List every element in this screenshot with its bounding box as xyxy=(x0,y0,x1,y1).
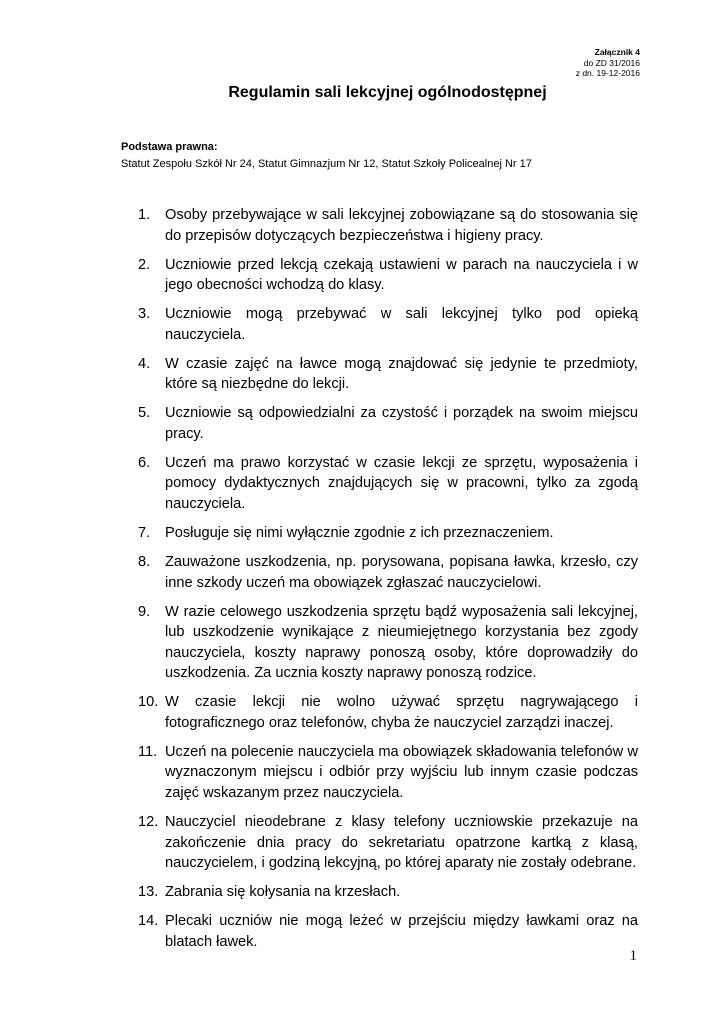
rule-text: Uczeń na polecenie nauczyciela ma obowiązek składowania telefonów w wyznaczonym miejscu i odbiór przy wyjściu lub innym czasie podczas zajęć wskazanym przez nauczyciela. xyxy=(165,743,638,801)
rule-number: 2. xyxy=(138,256,151,273)
rule-item xyxy=(138,742,638,804)
rule-number: 7. xyxy=(138,525,151,542)
rule-number: 14. xyxy=(138,913,159,930)
rule-text: Uczniowie mogą przebywać w sali lekcyjnej tylko pod opieką nauczyciela. xyxy=(165,306,638,343)
rule-text: W razie celowego uszkodzenia sprzętu bądź wyposażenia sali lekcyjnej, lub uszkodzenie wynikające z nieumiejętnego korzystania bez zgody nauczyciela, koszty naprawy ponoszą osoby, które doprowadziły do uszkodzenia. Za ucznia koszty naprawy ponoszą rodzice. xyxy=(165,603,638,682)
attachment-info xyxy=(576,47,640,79)
rule-item xyxy=(138,692,638,733)
page-number: 1 xyxy=(629,948,637,964)
rule-number: 10. xyxy=(138,694,159,711)
rule-text: Uczniowie są odpowiedzialni za czystość i porządek na swoim miejscu pracy. xyxy=(165,405,638,442)
attachment-date: z dn. 19-12-2016 xyxy=(575,68,640,78)
rule-item xyxy=(138,523,638,544)
rule-item xyxy=(138,205,638,246)
rule-number: 12. xyxy=(138,814,159,831)
rule-text: W czasie lekcji nie wolno używać sprzętu nagrywającego i fotograficznego oraz telefonów, chyba że nauczyciel zarządzi inaczej. xyxy=(165,694,638,731)
rule-text: Zauważone uszkodzenia, np. porysowana, popisana ławka, krzesło, czy inne szkody uczeń ma obowiązek zgłaszać nauczycielowi. xyxy=(165,554,638,591)
rule-item xyxy=(138,255,638,296)
rule-number: 6. xyxy=(138,454,151,471)
rule-item xyxy=(138,304,638,345)
rule-item xyxy=(138,882,638,903)
rule-number: 5. xyxy=(138,405,151,422)
rule-item xyxy=(138,354,638,395)
rule-item xyxy=(138,602,638,684)
attachment-reference: do ZD 31/2016 xyxy=(583,57,640,68)
rule-text: Nauczyciel nieodebrane z klasy telefony uczniowskie przekazuje na zakończenie dnia pracy do sekretariatu opatrzone kartką z klasą, nauczycielem, i godziną lekcyjną, po której aparaty nie zostały odebrane. xyxy=(165,814,638,872)
rule-text: Uczniowie przed lekcją czekają ustawieni w parach na nauczyciela i w jego obecności wchodzą do klasy. xyxy=(165,256,638,294)
rule-text: Osoby przebywające w sali lekcyjnej zobowiązane są do stosowania się do przepisów dotyczących bezpieczeństwa i higieny pracy. xyxy=(165,207,638,244)
rule-text: W czasie zajęć na ławce mogą znajdować się jedynie te przedmioty, które są niezbędne do lekcji. xyxy=(165,355,638,393)
rule-number: 4. xyxy=(138,355,151,372)
document-title: Regulamin sali lekcyjnej ogólnodostępnej xyxy=(228,84,547,101)
legal-basis xyxy=(121,139,532,173)
rule-item xyxy=(138,453,638,515)
rule-text: Uczeń ma prawo korzystać w czasie lekcji ze sprzętu, wyposażenia i pomocy dydaktycznych znajdujących się w pracowni, tylko za zgodą nauczyciela. xyxy=(165,454,638,512)
rule-item xyxy=(138,403,638,444)
rule-number: 3. xyxy=(138,306,151,323)
rule-number: 1. xyxy=(138,207,151,223)
legal-basis-text: Statut Zespołu Szkół Nr 24, Statut Gimnazjum Nr 12, Statut Szkoły Policealnej Nr 17 xyxy=(121,158,532,170)
rules-list xyxy=(138,205,638,961)
attachment-title: Załącznik 4 xyxy=(594,47,640,57)
rule-item xyxy=(138,911,638,952)
rule-number: 11. xyxy=(138,743,158,760)
rule-text: Plecaki uczniów nie mogą leżeć w przejściu między ławkami oraz na blatach ławek. xyxy=(165,913,638,950)
rule-text: Posługuje się nimi wyłącznie zgodnie z ich przeznaczeniem. xyxy=(165,525,554,542)
rule-item xyxy=(138,812,638,874)
rule-text: Zabrania się kołysania na krzesłach. xyxy=(165,884,401,901)
rule-number: 13. xyxy=(138,884,159,901)
rule-number: 8. xyxy=(138,554,151,571)
legal-basis-label: Podstawa prawna: xyxy=(121,141,218,153)
rule-item xyxy=(138,552,638,593)
rule-number: 9. xyxy=(138,603,151,620)
